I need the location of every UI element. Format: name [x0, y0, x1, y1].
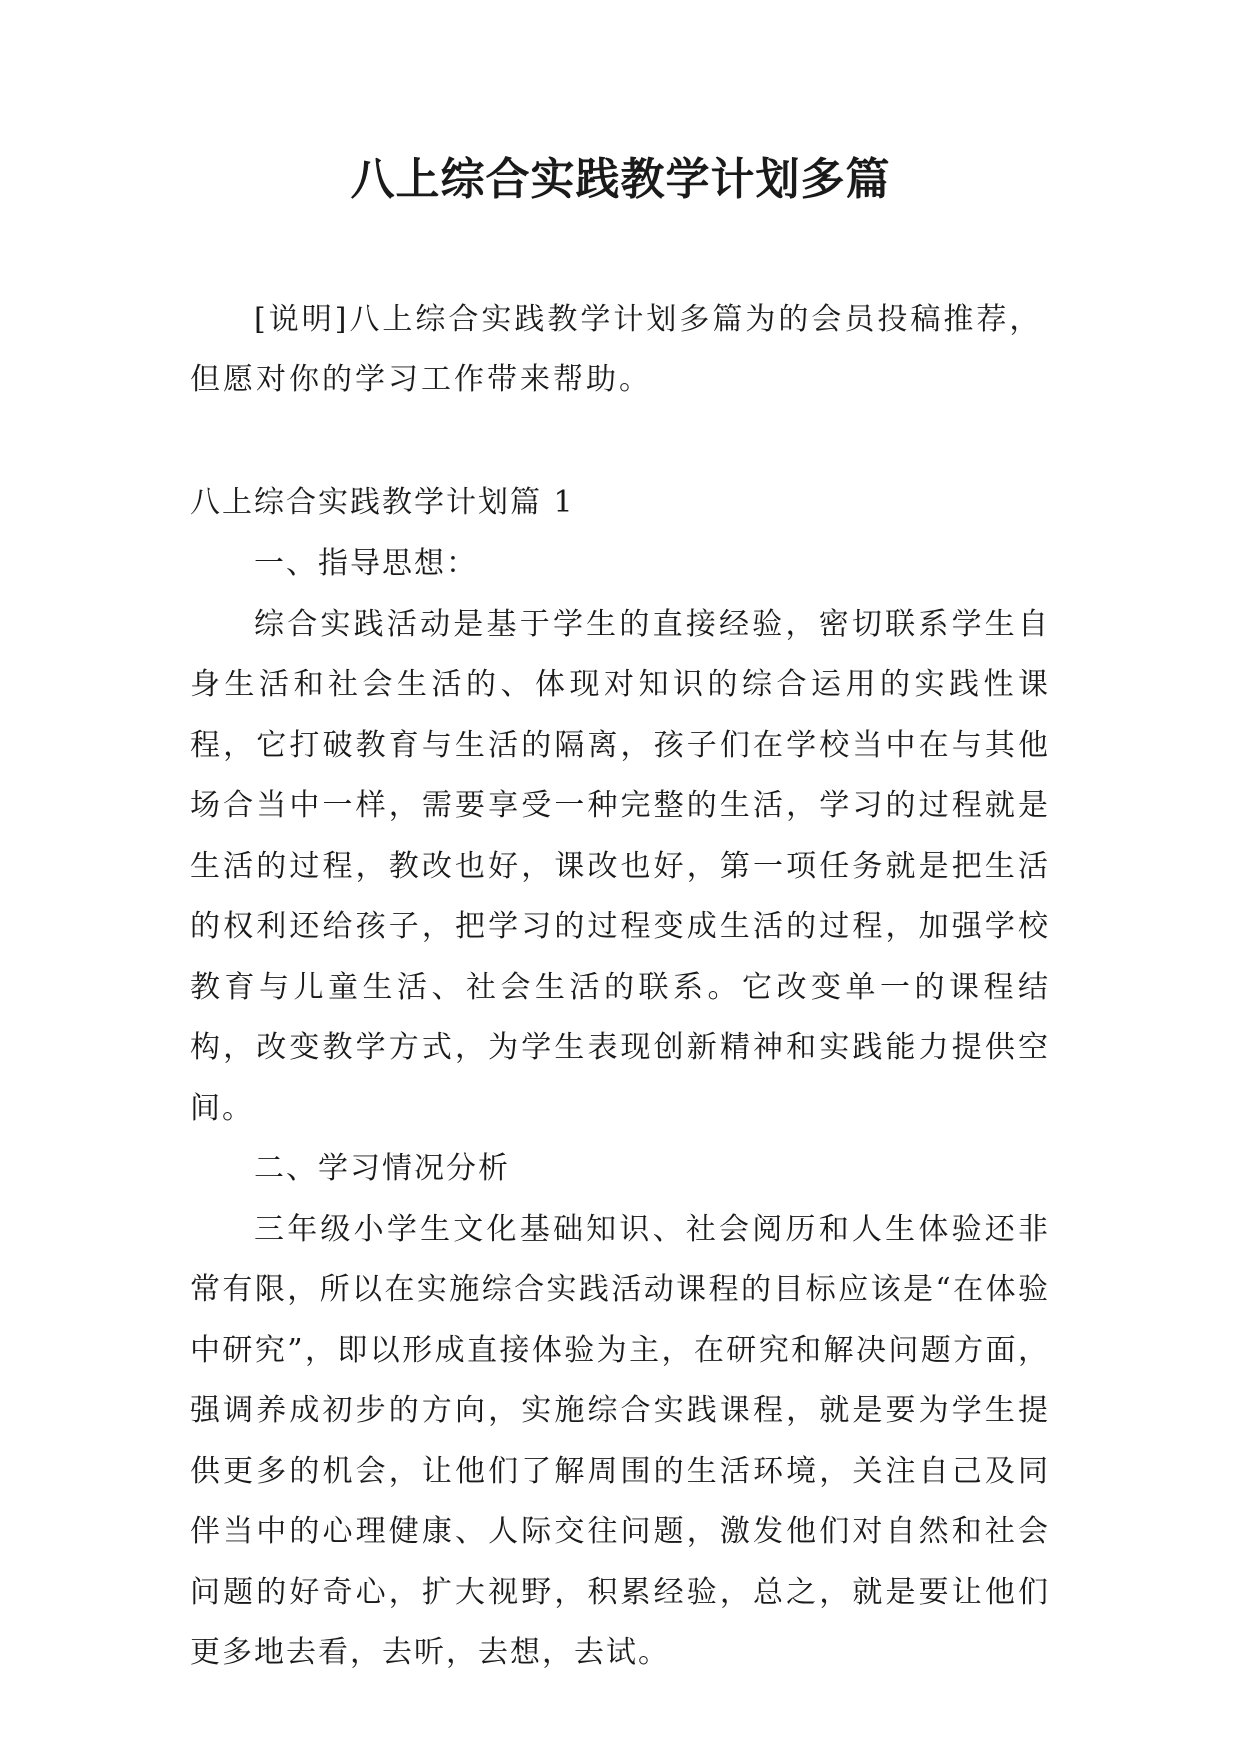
paragraph-guiding-ideology: 综合实践活动是基于学生的直接经验，密切联系学生自身生活和社会生活的、体现对知识的综合运用的实践性课程，它打破教育与生活的隔离，孩子们在学校当中在与其他场合当中一样，需要享受一种完整的生活，学习的过程就是生活的过程，教改也好，课改也好，第一项任务就是把生活的权利还给孩子，把学习的过程变成生活的过程，加强学校教育与儿童生活、社会生活的联系。它改变单一的课程结构，改变教学方式，为学生表现创新精神和实践能力提供空间。	[190, 606, 1050, 1126]
page-title: 八上综合实践教学计划多篇	[350, 154, 891, 205]
section-title: 八上综合实践教学计划篇 1	[190, 485, 575, 520]
heading-learning-analysis: 二、学习情况分析	[254, 1151, 510, 1186]
paragraph-learning-analysis: 三年级小学生文化基础知识、社会阅历和人生体验还非常有限，所以在实施综合实践活动课程的目标应该是“在体验中研究”，即以形成直接体验为主，在研究和解决问题方面，强调养成初步的方向，实施综合实践课程，就是要为学生提供更多的机会，让他们了解周围的生活环境，关注自己及同伴当中的心理健康、人际交往问题，激发他们对自然和社会问题的好奇心，扩大视野，积累经验，总之，就是要让他们更多地去看，去听，去想，去试。	[190, 1211, 1050, 1670]
intro-note: [说明]八上综合实践教学计划多篇为的会员投稿推荐，但愿对你的学习工作带来帮助。	[190, 302, 1043, 397]
heading-guiding-ideology: 一、指导思想：	[254, 546, 478, 581]
document-body	[190, 290, 1050, 1684]
